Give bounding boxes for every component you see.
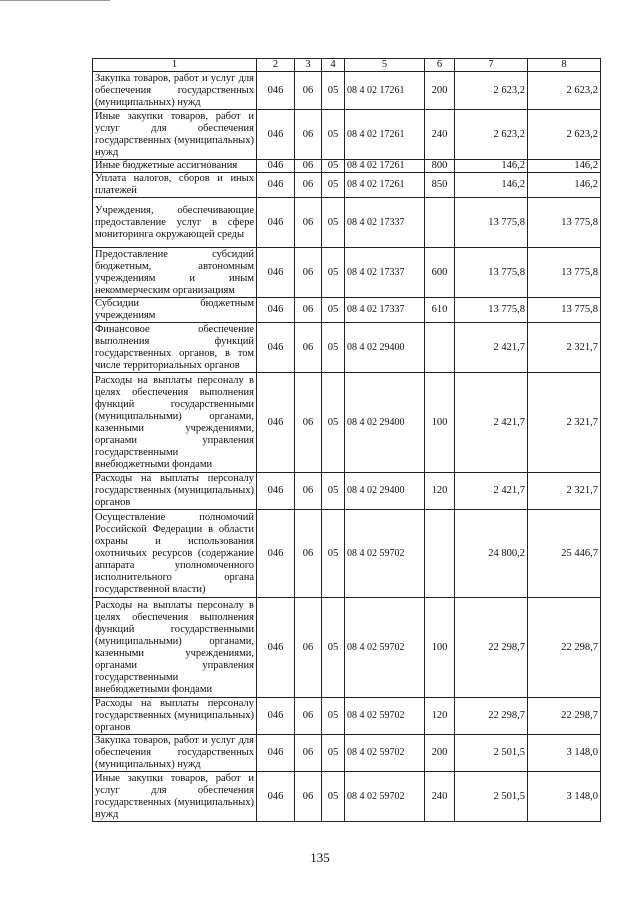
row-expense-type-cell: [425, 198, 455, 248]
row-name-cell: Уплата налогов, сборов и иных платежей: [93, 173, 257, 198]
row-section-cell: 06: [295, 198, 322, 248]
row-amount-year2-cell: 146,2: [528, 160, 601, 173]
row-subsection-cell: 05: [322, 473, 345, 510]
header-cell: 8: [528, 59, 601, 72]
row-amount-year2-cell: 146,2: [528, 173, 601, 198]
row-amount-year2-cell: 2 623,2: [528, 110, 601, 160]
row-amount-year1-cell: 13 775,8: [455, 198, 528, 248]
row-amount-year2-cell: 2 321,7: [528, 323, 601, 373]
row-name-cell: Расходы на выплаты персоналу государственных (муниципальных) органов: [93, 473, 257, 510]
table-row: [93, 473, 601, 510]
row-expense-type-cell: 120: [425, 473, 455, 510]
table-row: [93, 735, 601, 772]
row-amount-year2-cell: 2 623,2: [528, 72, 601, 110]
row-target-article-cell: 08 4 02 59702: [345, 772, 425, 822]
row-amount-year1-cell: 2 421,7: [455, 323, 528, 373]
row-target-article-cell: 08 4 02 29400: [345, 473, 425, 510]
row-section-cell: 06: [295, 772, 322, 822]
table-row: [93, 298, 601, 323]
row-name-cell: Финансовое обеспечение выполнения функций государственных органов, в том числе территориальных органов: [93, 323, 257, 373]
table-row: [93, 373, 601, 473]
table-header-row: [93, 59, 601, 72]
header-cell: 5: [345, 59, 425, 72]
row-name-cell: Закупка товаров, работ и услуг для обеспечения государственных (муниципальных) нужд: [93, 72, 257, 110]
row-code-admin-cell: 046: [257, 248, 295, 298]
row-section-cell: 06: [295, 248, 322, 298]
row-subsection-cell: 05: [322, 598, 345, 698]
row-section-cell: 06: [295, 598, 322, 698]
header-cell: 3: [295, 59, 322, 72]
row-amount-year1-cell: 2 501,5: [455, 772, 528, 822]
table-row: [93, 323, 601, 373]
row-target-article-cell: 08 4 02 17261: [345, 72, 425, 110]
row-expense-type-cell: 240: [425, 772, 455, 822]
table-row: [93, 173, 601, 198]
row-expense-type-cell: 120: [425, 698, 455, 735]
row-name-cell: Иные закупки товаров, работ и услуг для обеспечения государственных (муниципальных) нужд: [93, 772, 257, 822]
row-name-cell: Закупка товаров, работ и услуг для обеспечения государственных (муниципальных) нужд: [93, 735, 257, 772]
row-subsection-cell: 05: [322, 698, 345, 735]
row-name-cell: Иные закупки товаров, работ и услуг для обеспечения государственных (муниципальных) нужд: [93, 110, 257, 160]
row-amount-year2-cell: 13 775,8: [528, 198, 601, 248]
row-section-cell: 06: [295, 160, 322, 173]
row-expense-type-cell: 200: [425, 72, 455, 110]
row-amount-year1-cell: 2 421,7: [455, 473, 528, 510]
row-code-admin-cell: 046: [257, 510, 295, 598]
row-target-article-cell: 08 4 02 17337: [345, 198, 425, 248]
row-target-article-cell: 08 4 02 17261: [345, 173, 425, 198]
row-target-article-cell: 08 4 02 17261: [345, 110, 425, 160]
row-name-cell: Учреждения, обеспечивающие предоставление услуг в сфере мониторинга окружающей среды: [93, 198, 257, 248]
row-target-article-cell: 08 4 02 29400: [345, 373, 425, 473]
row-name-cell: Расходы на выплаты персоналу государственных (муниципальных) органов: [93, 698, 257, 735]
row-amount-year1-cell: 2 501,5: [455, 735, 528, 772]
table-row: [93, 72, 601, 110]
row-amount-year1-cell: 22 298,7: [455, 698, 528, 735]
header-cell: 6: [425, 59, 455, 72]
row-expense-type-cell: 800: [425, 160, 455, 173]
row-subsection-cell: 05: [322, 298, 345, 323]
row-subsection-cell: 05: [322, 248, 345, 298]
row-amount-year1-cell: 2 623,2: [455, 72, 528, 110]
row-subsection-cell: 05: [322, 510, 345, 598]
row-name-cell: Осуществление полномочий Российской Федерации в области охраны и использования охотничьих ресурсов (содержание аппарата уполномоченного исполнительного органа государственной власти): [93, 510, 257, 598]
row-target-article-cell: 08 4 02 59702: [345, 735, 425, 772]
row-subsection-cell: 05: [322, 198, 345, 248]
header-cell: 1: [93, 59, 257, 72]
row-name-cell: Субсидии бюджетным учреждениям: [93, 298, 257, 323]
row-target-article-cell: 08 4 02 59702: [345, 598, 425, 698]
top-edge-line: [0, 0, 110, 1]
row-amount-year2-cell: 2 321,7: [528, 473, 601, 510]
table-row: [93, 598, 601, 698]
row-expense-type-cell: 600: [425, 248, 455, 298]
row-subsection-cell: 05: [322, 72, 345, 110]
row-subsection-cell: 05: [322, 110, 345, 160]
row-subsection-cell: 05: [322, 373, 345, 473]
row-amount-year2-cell: 3 148,0: [528, 735, 601, 772]
row-code-admin-cell: 046: [257, 160, 295, 173]
row-code-admin-cell: 046: [257, 72, 295, 110]
row-amount-year2-cell: 22 298,7: [528, 698, 601, 735]
budget-table: [92, 58, 601, 822]
row-section-cell: 06: [295, 298, 322, 323]
table-row: [93, 160, 601, 173]
row-expense-type-cell: 240: [425, 110, 455, 160]
row-name-cell: Предоставление субсидий бюджетным, автономным учреждениям и иным некоммерческим организациям: [93, 248, 257, 298]
row-section-cell: 06: [295, 173, 322, 198]
header-cell: 7: [455, 59, 528, 72]
row-amount-year1-cell: 13 775,8: [455, 248, 528, 298]
row-code-admin-cell: 046: [257, 473, 295, 510]
row-subsection-cell: 05: [322, 735, 345, 772]
row-code-admin-cell: 046: [257, 598, 295, 698]
table-row: [93, 198, 601, 248]
row-subsection-cell: 05: [322, 173, 345, 198]
row-subsection-cell: 05: [322, 772, 345, 822]
row-section-cell: 06: [295, 510, 322, 598]
table-row: [93, 772, 601, 822]
row-expense-type-cell: 100: [425, 598, 455, 698]
row-amount-year1-cell: 22 298,7: [455, 598, 528, 698]
row-amount-year1-cell: 146,2: [455, 173, 528, 198]
row-target-article-cell: 08 4 02 17261: [345, 160, 425, 173]
row-section-cell: 06: [295, 110, 322, 160]
row-code-admin-cell: 046: [257, 735, 295, 772]
table-row: [93, 510, 601, 598]
row-amount-year2-cell: 2 321,7: [528, 373, 601, 473]
row-amount-year2-cell: 3 148,0: [528, 772, 601, 822]
row-code-admin-cell: 046: [257, 373, 295, 473]
row-expense-type-cell: 200: [425, 735, 455, 772]
header-cell: 2: [257, 59, 295, 72]
row-name-cell: Расходы на выплаты персоналу в целях обеспечения выполнения функций государственными (муниципальными) органами, казенными учреждениями, органами управления государственными внебюджетными фондами: [93, 373, 257, 473]
row-amount-year1-cell: 146,2: [455, 160, 528, 173]
row-expense-type-cell: [425, 323, 455, 373]
row-subsection-cell: 05: [322, 323, 345, 373]
row-section-cell: 06: [295, 323, 322, 373]
row-expense-type-cell: 100: [425, 373, 455, 473]
page-number: 135: [310, 850, 330, 865]
row-name-cell: Иные бюджетные ассигнования: [93, 160, 257, 173]
row-target-article-cell: 08 4 02 17337: [345, 298, 425, 323]
row-section-cell: 06: [295, 735, 322, 772]
row-section-cell: 06: [295, 72, 322, 110]
row-section-cell: 06: [295, 473, 322, 510]
row-expense-type-cell: [425, 510, 455, 598]
row-amount-year2-cell: 13 775,8: [528, 298, 601, 323]
row-target-article-cell: 08 4 02 17337: [345, 248, 425, 298]
table-row: [93, 248, 601, 298]
row-code-admin-cell: 046: [257, 298, 295, 323]
row-code-admin-cell: 046: [257, 110, 295, 160]
row-amount-year1-cell: 13 775,8: [455, 298, 528, 323]
row-name-cell: Расходы на выплаты персоналу в целях обеспечения выполнения функций государственными (муниципальными) органами, казенными учреждениями, органами управления государственными внебюджетными фондами: [93, 598, 257, 698]
row-target-article-cell: 08 4 02 59702: [345, 698, 425, 735]
row-section-cell: 06: [295, 698, 322, 735]
table-row: [93, 698, 601, 735]
row-code-admin-cell: 046: [257, 772, 295, 822]
row-target-article-cell: 08 4 02 59702: [345, 510, 425, 598]
row-amount-year2-cell: 25 446,7: [528, 510, 601, 598]
row-code-admin-cell: 046: [257, 698, 295, 735]
row-target-article-cell: 08 4 02 29400: [345, 323, 425, 373]
row-amount-year2-cell: 13 775,8: [528, 248, 601, 298]
row-code-admin-cell: 046: [257, 198, 295, 248]
row-subsection-cell: 05: [322, 160, 345, 173]
table-row: [93, 110, 601, 160]
row-amount-year1-cell: 2 421,7: [455, 373, 528, 473]
row-amount-year1-cell: 24 800,2: [455, 510, 528, 598]
header-cell: 4: [322, 59, 345, 72]
row-amount-year1-cell: 2 623,2: [455, 110, 528, 160]
row-section-cell: 06: [295, 373, 322, 473]
row-expense-type-cell: 850: [425, 173, 455, 198]
row-code-admin-cell: 046: [257, 173, 295, 198]
row-expense-type-cell: 610: [425, 298, 455, 323]
row-amount-year2-cell: 22 298,7: [528, 598, 601, 698]
row-code-admin-cell: 046: [257, 323, 295, 373]
